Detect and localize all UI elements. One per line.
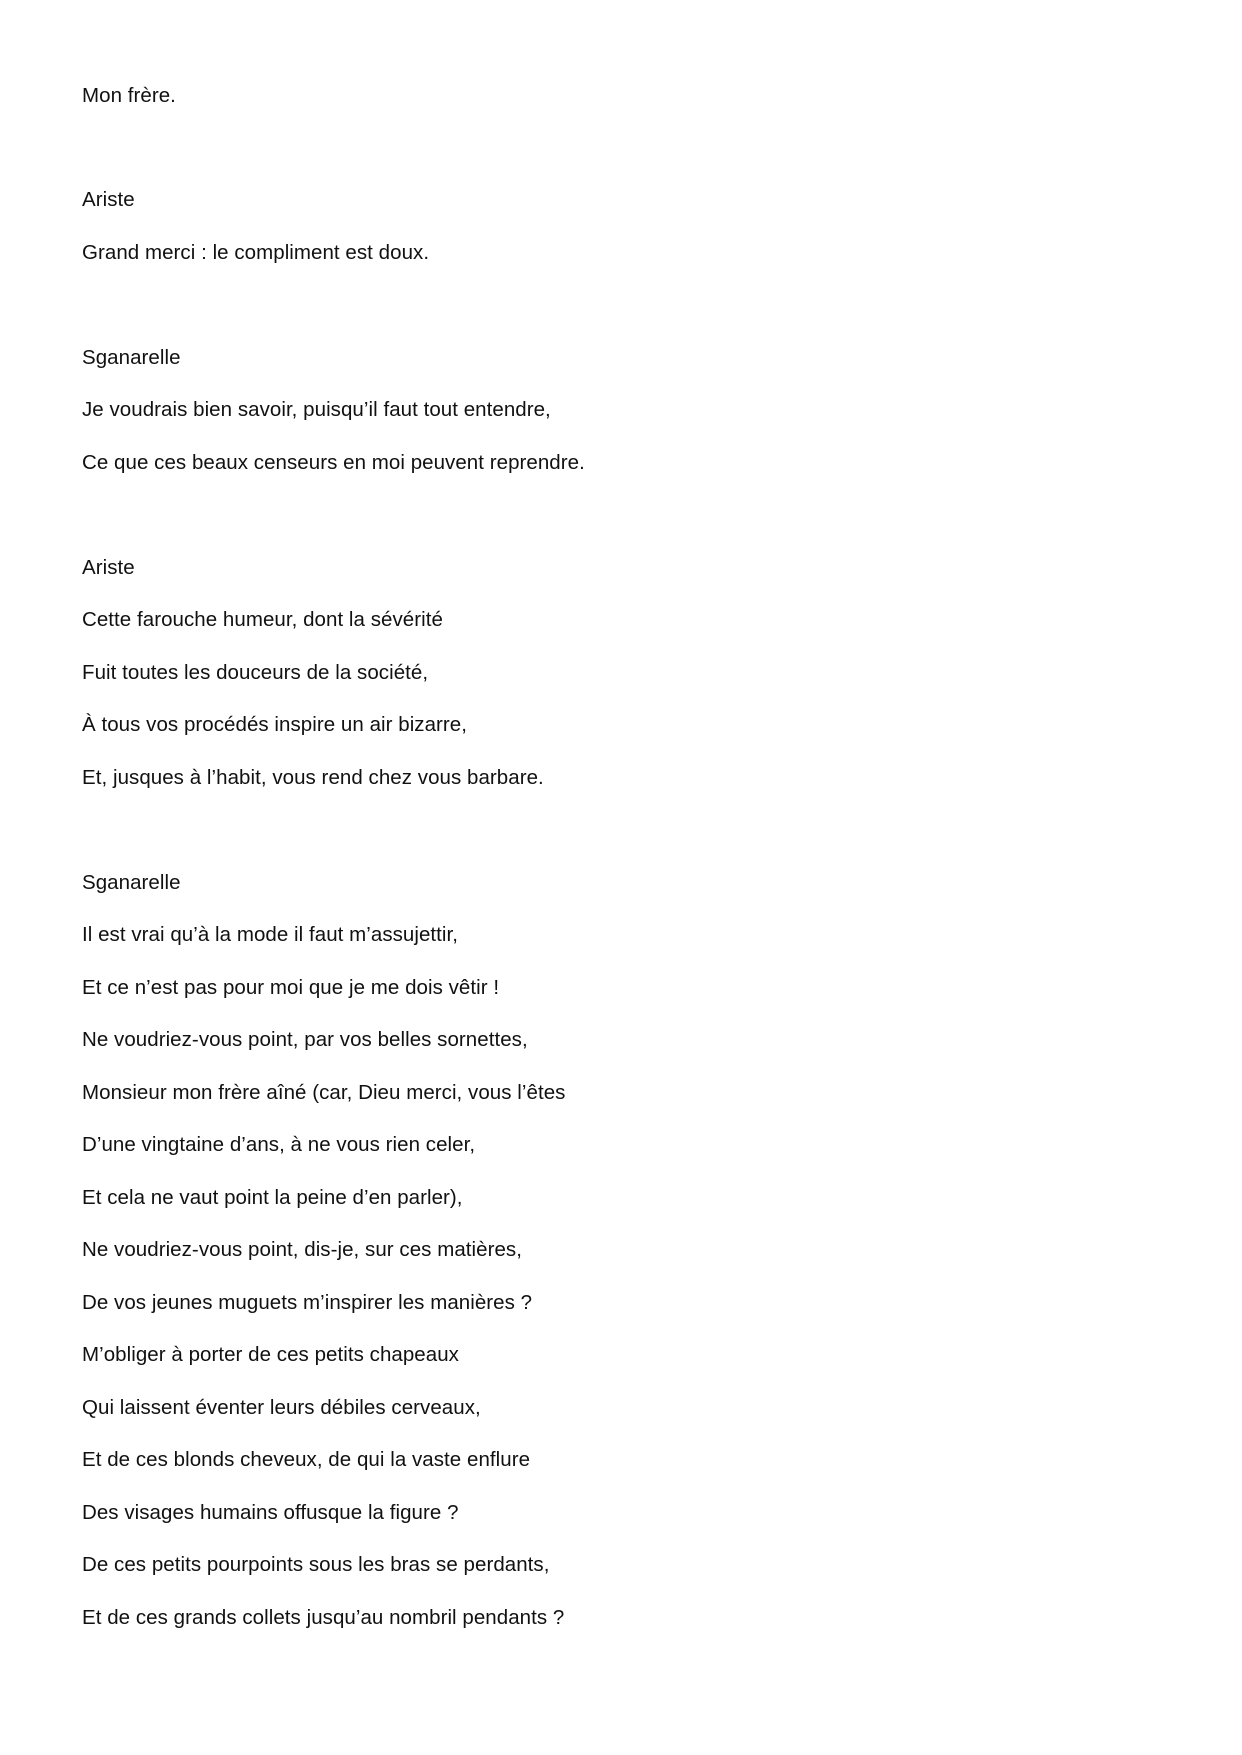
verse-line: Et, jusques à l’habit, vous rend chez vous barbare. — [82, 766, 544, 789]
speaker-name: Sganarelle — [82, 346, 181, 369]
verse-line: Et de ces blonds cheveux, de qui la vaste enflure — [82, 1448, 531, 1471]
verse-line: Cette farouche humeur, dont la sévérité — [82, 608, 443, 631]
verse-line: Grand merci : le compliment est doux. — [82, 241, 430, 264]
verse-line: Mon frère. — [82, 84, 176, 107]
verse-line: D’une vingtaine d’ans, à ne vous rien celer, — [82, 1133, 476, 1156]
verse-line: Fuit toutes les douceurs de la société, — [82, 661, 429, 684]
verse-line: Des visages humains offusque la figure ? — [82, 1501, 459, 1524]
verse-line: Monsieur mon frère aîné (car, Dieu merci, vous l’êtes — [82, 1081, 566, 1104]
verse-line: Qui laissent éventer leurs débiles cerveaux, — [82, 1396, 481, 1419]
verse-line: De ces petits pourpoints sous les bras se perdants, — [82, 1553, 550, 1576]
verse-line: Je voudrais bien savoir, puisqu’il faut tout entendre, — [82, 398, 551, 421]
verse-line: Ne voudriez-vous point, dis-je, sur ces matières, — [82, 1238, 522, 1261]
verse-line: De vos jeunes muguets m’inspirer les manières ? — [82, 1291, 533, 1314]
verse-line: Il est vrai qu’à la mode il faut m’assujettir, — [82, 923, 459, 946]
verse-line: Ce que ces beaux censeurs en moi peuvent reprendre. — [82, 451, 585, 474]
speaker-name: Sganarelle — [82, 871, 181, 894]
verse-line: Et de ces grands collets jusqu’au nombril pendants ? — [82, 1606, 565, 1629]
verse-line: M’obliger à porter de ces petits chapeaux — [82, 1343, 459, 1366]
verse-line: Et cela ne vaut point la peine d’en parler), — [82, 1186, 463, 1209]
verse-line: Et ce n’est pas pour moi que je me dois vêtir ! — [82, 976, 500, 999]
verse-line: Ne voudriez-vous point, par vos belles sornettes, — [82, 1028, 528, 1051]
speaker-name: Ariste — [82, 556, 135, 579]
speaker-name: Ariste — [82, 188, 135, 211]
verse-line: À tous vos procédés inspire un air bizarre, — [82, 713, 468, 736]
